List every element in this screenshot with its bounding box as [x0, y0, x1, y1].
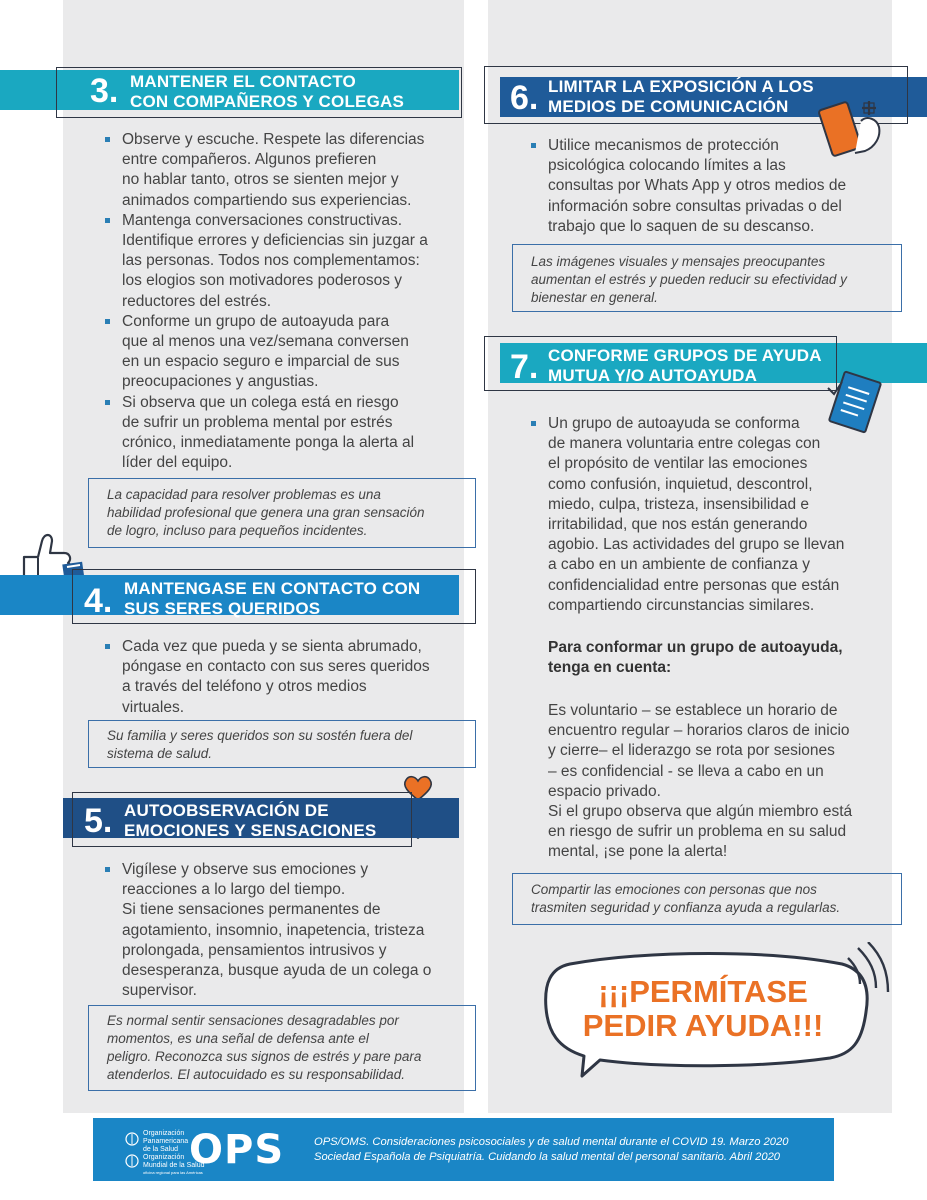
list-item: Un grupo de autoayuda se conforma de manera voluntaria entre colegas con el propósito de ventilar las emociones como confusión, inquietud, descontrol, miedo, culpa, tristeza, insensibilidad e irritabilidad, que nos están generando agobio. Las actividades del grupo se llevan a cabo en un ambiente de confianza y confidencialidad entre personas que están compartiendo circunstancias similares. — [548, 414, 878, 616]
list-item: Mantenga conversaciones constructivas. Identifique errores y deficiencias sin juzgar a las personas. Todos nos complementamos: los elogios son motivadores poderosos y reductores del estrés. — [122, 211, 452, 312]
callout-text: ¡¡¡PERMÍTASE PEDIR AYUDA!!! — [582, 974, 824, 1043]
section-4-note: Su familia y seres queridos son su sostén fuera del sistema de salud. — [88, 720, 476, 768]
section-5-note: Es normal sentir sensaciones desagradables por momentos, es una señal de defensa ante el peligro. Reconozca sus signos de estrés y pare para atenderlos. El autocuidado es su responsabilidad. — [88, 1005, 476, 1091]
ops-logo: OPS — [189, 1127, 285, 1173]
bullet-icon — [105, 218, 110, 223]
section-6-title: LIMITAR LA EXPOSICIÓN A LOS MEDIOS DE COMUNICACIÓN — [548, 77, 814, 116]
section-7-note: Compartir las emociones con personas que nos trasmiten seguridad y confianza ayuda a regularlas. — [512, 873, 902, 925]
section-5-number: 5. — [84, 802, 113, 840]
section-5-title: AUTOOBSERVACIÓN DE EMOCIONES Y SENSACIONES — [124, 801, 377, 840]
section-4-number: 4. — [84, 582, 113, 620]
bullet-icon — [531, 421, 536, 426]
section-6-bullet-list — [548, 136, 878, 237]
section-3-number: 3. — [90, 72, 119, 110]
who-emblem-icon — [125, 1154, 139, 1168]
section-5-bullet-list — [122, 860, 452, 1001]
section-3-bullet-list — [122, 130, 452, 473]
bullet-icon — [105, 644, 110, 649]
bullet-icon — [105, 400, 110, 405]
list-item: Cada vez que pueda y se sienta abrumado, póngase en contacto con sus seres queridos a través del teléfono y otros medios virtuales. — [122, 637, 452, 718]
section-6-note: Las imágenes visuales y mensajes preocupantes aumentan el estrés y pueden reducir su efectividad y bienestar en general. — [512, 244, 902, 312]
section-7-title: CONFORME GRUPOS DE AYUDA MUTUA Y/O AUTOAYUDA — [548, 346, 822, 385]
footer-bar — [93, 1118, 834, 1181]
bullet-icon — [105, 867, 110, 872]
section-7-bullet-list — [548, 414, 878, 616]
section-3-note: La capacidad para resolver problemas es una habilidad profesional que genera una gran sensación de logro, incluso para pequeños incidentes. — [88, 478, 476, 548]
list-item: Utilice mecanismos de protección psicológica colocando límites a las consultas por Whats App y otros medios de información sobre consultas privadas o del trabajo que lo saquen de su descanso. — [548, 136, 878, 237]
footer-citation: OPS/OMS. Consideraciones psicosociales y de salud mental durante el COVID 19. Marzo 2020 Sociedad Española de Psiquiatría. Cuidando la salud mental del personal sanitario. Abril 2020 — [314, 1136, 789, 1163]
bullet-icon — [105, 137, 110, 142]
paho-name: Organización Panamericana de la Salud — [143, 1130, 189, 1153]
list-item: Observe y escuche. Respete las diferencias entre compañeros. Algunos prefieren no hablar tanto, otros se sienten mejor y animados compartiendo sus experiencias. — [122, 130, 452, 211]
section-4-bullet-list — [122, 637, 452, 718]
paho-emblem-icon — [125, 1132, 139, 1146]
bullet-icon — [531, 143, 536, 148]
who-name: Organización Mundial de la Salud oficina regional para las Américas — [143, 1154, 205, 1175]
list-item: Conforme un grupo de autoayuda para que al menos una vez/semana conversen en un espacio seguro e imparcial de sus preocupaciones y angustias. — [122, 312, 452, 393]
section-7-body: Es voluntario – se establece un horario de encuentro regular – horarios claros de inicio y cierre– el liderazgo se rota por sesiones – es confidencial - se lleva a cabo en un espacio privado. Si el grupo observa que algún miembro está en riesgo de sufrir un problema en su salud mental, ¡se pone la alerta! — [548, 702, 853, 861]
list-item: Vigílese y observe sus emociones y reacciones a lo largo del tiempo. Si tiene sensaciones permanentes de agotamiento, insomnio, inapetencia, tristeza prolongada, pensamientos intrusivos y desesperanza, busque ayuda de un colega o supervisor. — [122, 860, 452, 1001]
list-item: Si observa que un colega está en riesgo de sufrir un problema mental por estrés crónico, inmediatamente ponga la alerta al líder del equipo. — [122, 393, 452, 474]
section-7-bold-heading: Para conformar un grupo de autoayuda, tenga en cuenta: — [548, 639, 843, 677]
section-3-title: MANTENER EL CONTACTO CON COMPAÑEROS Y COLEGAS — [130, 72, 405, 111]
section-6-number: 6. — [510, 79, 539, 117]
bullet-icon — [105, 319, 110, 324]
section-7-number: 7. — [510, 348, 539, 386]
section-4-title: MANTENGASE EN CONTACTO CON SUS SERES QUERIDOS — [124, 579, 421, 618]
